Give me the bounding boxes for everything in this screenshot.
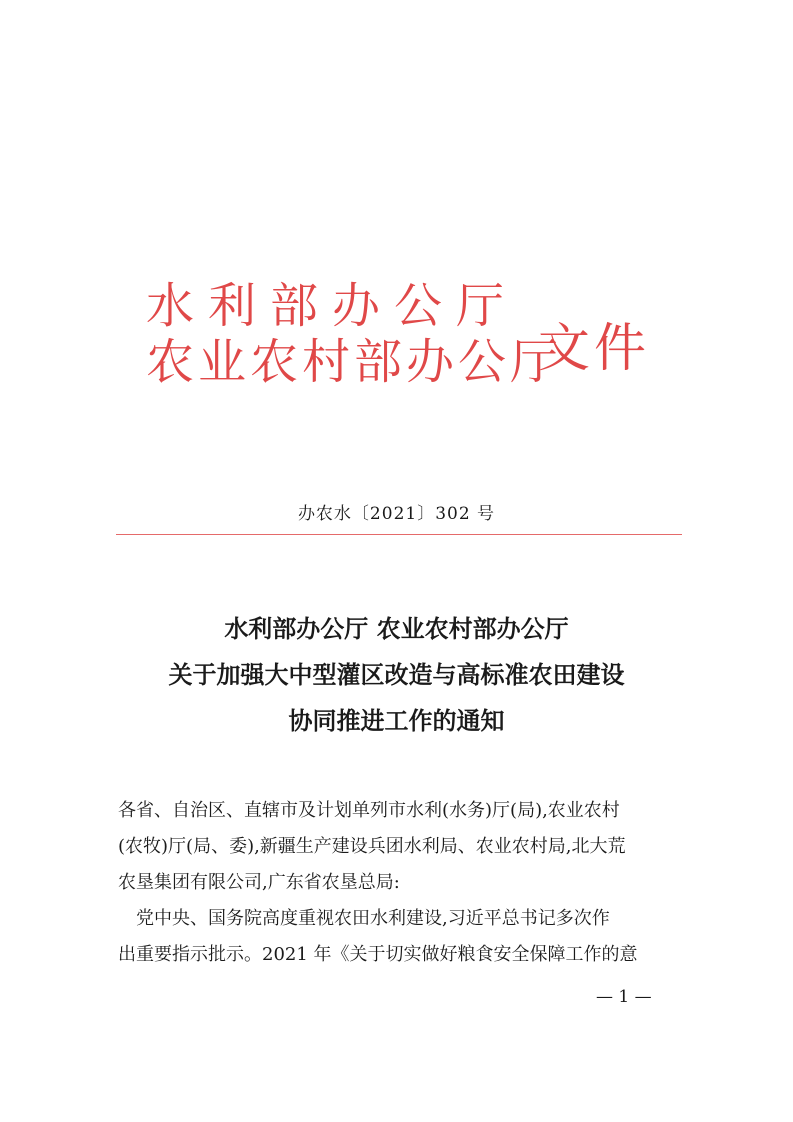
masthead-line-1: 水利部办公厅: [146, 278, 519, 334]
document-title: [0, 606, 793, 744]
masthead-suffix: 文件: [538, 319, 651, 379]
masthead-line-2: 农业农村部办公厅: [146, 334, 563, 390]
document-number: 办农水〔2021〕302 号: [297, 504, 496, 524]
paragraph-line: 出重要指示批示。2021 年《关于切实做好粮食安全保障工作的意: [118, 944, 638, 965]
red-separator-line: [116, 534, 682, 535]
title-line-1: 水利部办公厅 农业农村部办公厅: [224, 615, 569, 643]
title-line-3: 协同推进工作的通知: [288, 707, 505, 735]
document-body: [118, 793, 690, 973]
paragraph-line: 党中央、国务院高度重视农田水利建设,习近平总书记多次作: [136, 908, 610, 929]
red-masthead: [146, 278, 651, 390]
page-number: — 1 —: [596, 987, 652, 1007]
addressee-line: 农垦集团有限公司,广东省农垦总局:: [118, 872, 400, 893]
addressee-line: (农牧)厅(局、委),新疆生产建设兵团水利局、农业农村局,北大荒: [118, 836, 626, 857]
title-line-2: 关于加强大中型灌区改造与高标准农田建设: [168, 661, 625, 689]
addressee-line: 各省、自治区、直辖市及计划单列市水利(水务)厅(局),农业农村: [118, 800, 620, 821]
